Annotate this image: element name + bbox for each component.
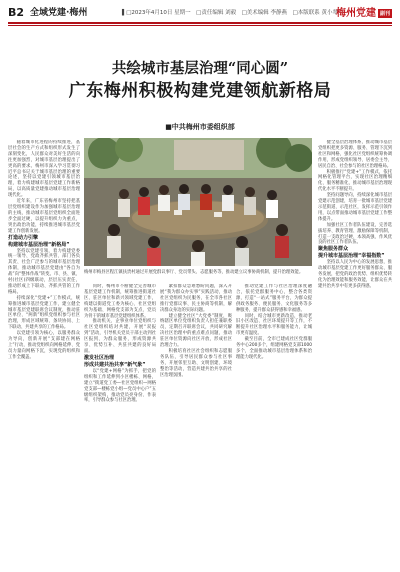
text-column-1 — [8, 140, 80, 570]
text-column-3 — [160, 284, 232, 570]
byline: ■中共梅州市委组织部 — [165, 123, 235, 131]
paragraph: 紧扣群众急难愁盼问题，深入开展“我为群众办实事”实践活动，推动社区党组织为民服务，在全市各社区推行党群议事、民主协商等机制，解决群众身边的实际问题。 — [160, 284, 232, 313]
subheading: 激发社区治理 形成共建共治共享“新气象” — [84, 354, 146, 368]
news-photo — [84, 138, 312, 266]
paragraph: 近年来，广东省梅州市坚持把基层党组织建设作为加强城市基层治理的主线，推动城市基层党组织全面进步全面过硬，以提升组织力为重点，突出政治功能，持续推进城市基层党建工作创新发展。 — [8, 199, 80, 234]
text-column-5 — [318, 140, 392, 570]
photo-meeting-scene — [84, 138, 312, 266]
text-column-2 — [84, 284, 156, 570]
logo-badge: 副刊 — [379, 11, 390, 17]
paragraph: 随着城市化进程的持续推进，基层社会的生产方式和组织形式发生了深刻变化，人民群众对美好生活的向往更加强烈，对城市基层治理提出了更高的要求。梅州市深入学习贯彻习近平总书记关于城市基层治理的重要论述，坚持以党建引领城市基层治理，着力构建城市基层党建工作新格局，以高质量党建推动城市基层治理现代化。 — [8, 140, 80, 199]
paragraph: 积极培育社区社会组织和志愿服务队伍，引导居民群众参与社区事务，开展邻里互助、文明创建、环境整治等活动，营造共建共治共享的社区治理氛围。 — [160, 348, 232, 378]
headline-line-1: 共绘城市基层治理“同心圆” — [111, 60, 289, 77]
paragraph: 同时，梅州市不断健全完善城市基层党建工作机制，统筹推进街道社区、驻区单位和新兴领域党建工作，构建以街道党工委为核心、社区党组织为基础、网格党支部为支点、党员为骨干的城市基层党建组织体系。 — [84, 284, 156, 319]
headline — [8, 60, 392, 102]
section-title: 全域党建·梅州 — [30, 8, 88, 18]
paragraph: 加强社区工作者队伍建设，完善选拔培养、教育管理、激励保障等机制，打造一支政治过硬、本领高强、作风优良的社区工作者队伍。 — [318, 222, 392, 246]
paragraph: 建立健全社区“大党委”制度，吸纳辖区单位党组织负责人担任兼职委员，定期召开联席会议，共同研究解决社区治理中的重点难点问题，推动驻区单位资源向社区开放，形成社区治理合力。 — [160, 313, 232, 349]
header-rule — [8, 22, 392, 24]
paragraph: 坚持问题导向，持续深化城市基层党建示范创建，培育一批城市基层党建示范街道、示范社区，发挥示范引领作用，以点带面推动城市基层党建工作整体提升。 — [318, 193, 392, 222]
subheading: 聚焦服务群众 提升城市基层治理“幸福指数” — [318, 246, 385, 260]
paragraph: 截至目前，全市已建成社区党群服务中心200多个，组建网格党支部1000多个，全面推动城市基层治理体系和治理能力现代化。 — [236, 337, 312, 360]
paragraph: 推动机关、企事业单位党组织与社区党组织结对共建，开展“双报到”活动，引导机关党员干部主动到社区报到、为群众服务，形成资源共享、优势互补、共驻共建的良好局面。 — [84, 319, 156, 354]
paragraph: 积极推行“党建+”工作模式，依托网格化管理平台，实现社区治理精细化、服务精准化，推动城市基层治理现代化水平不断提升。 — [318, 169, 392, 193]
paragraph: 坚持以党建引领，着力构建党委统一领导、党政齐抓共管、部门各负其责、社会广泛参与的城市基层治理体制，推动城市基层党建由“各自为战”向“整体作战”转变。市、县、镇、村(社区)四级联动，层层压实责任，推动形成上下联动、齐抓共管的工作格局。 — [8, 248, 80, 295]
issue-meta: ▌□2023年4月10日 星期一 □责任编辑 刘毅 □美术编辑 李静燕 □本版联系 黄小翠 — [122, 10, 339, 16]
paragraph: 坚持以人民为中心的发展思想，推动城市基层党建工作更好服务群众、服务发展，把党的政治优势、组织优势转化为治理效能和服务效能，让群众在共建共治共享中有更多获得感。 — [318, 260, 392, 289]
paragraph: 健全基层治理体系，推动城市基层党组织把更多资源、服务、管理下沉到社区和网格，强化社区党组织统筹协调作用，形成党组织领导、居委会主导、居民自治、社会参与的社区治理格局。 — [318, 140, 392, 169]
page-header — [8, 4, 392, 22]
photo-caption: 梅州市梅县区程江镇扶贵村通过开展党群议事厅、党员带头、志愿服务等，推动建立议事协商机制，提升治理效能。 — [84, 270, 304, 275]
paragraph: 持续深化“党建+”工作模式，统筹推进城市基层党建工作，建立健全城市基层党建联席会议制度，推动驻区单位、“两新”组织党组织参与社区治理，形成区域统筹、条块协同、上下联动、共建共享的工作格局。 — [8, 295, 80, 331]
paragraph: 以“党建+网格”为抓手，把党的组织和工作延伸到小区楼栋、网格，建立“街道党工委—社区党组织—网格党支部—楼栋党小组—党员中心户”五级组织架构，推动党员亮身份、作表率，引导群众参与社区治理。 — [84, 368, 156, 404]
subheading: 打造动力引擎 构建城市基层治理“新格局” — [8, 234, 70, 248]
header-rule-thin — [8, 25, 392, 26]
paragraph: 同时，结合城市更新改造，推动老旧小区改造、社区环境提升等工作，不断提升社区治理水平和服务能力，让城市更有温度。 — [236, 313, 312, 337]
paragraph: 以党建引领为核心，以服务群众为导向，创新开展“支部建在网格上”行动，推动党组织向网格延伸、党员力量向网格下沉，实现党的组织和工作全覆盖。 — [8, 331, 80, 360]
headline-line-2: 广东梅州积极构建党建领航新格局 — [68, 81, 332, 101]
text-column-4 — [236, 284, 312, 570]
logo-text: 梅州党建 — [335, 8, 376, 19]
newspaper-logo — [336, 4, 392, 19]
page-number: B2 — [8, 6, 25, 19]
paragraph: 推动党建工作与社区治理深度融合，依托党群服务中心，整合各类资源，打造“一站式”服务平台，为群众提供政务服务、便民服务、文化服务等多种服务，提升群众获得感和幸福感。 — [236, 284, 312, 313]
